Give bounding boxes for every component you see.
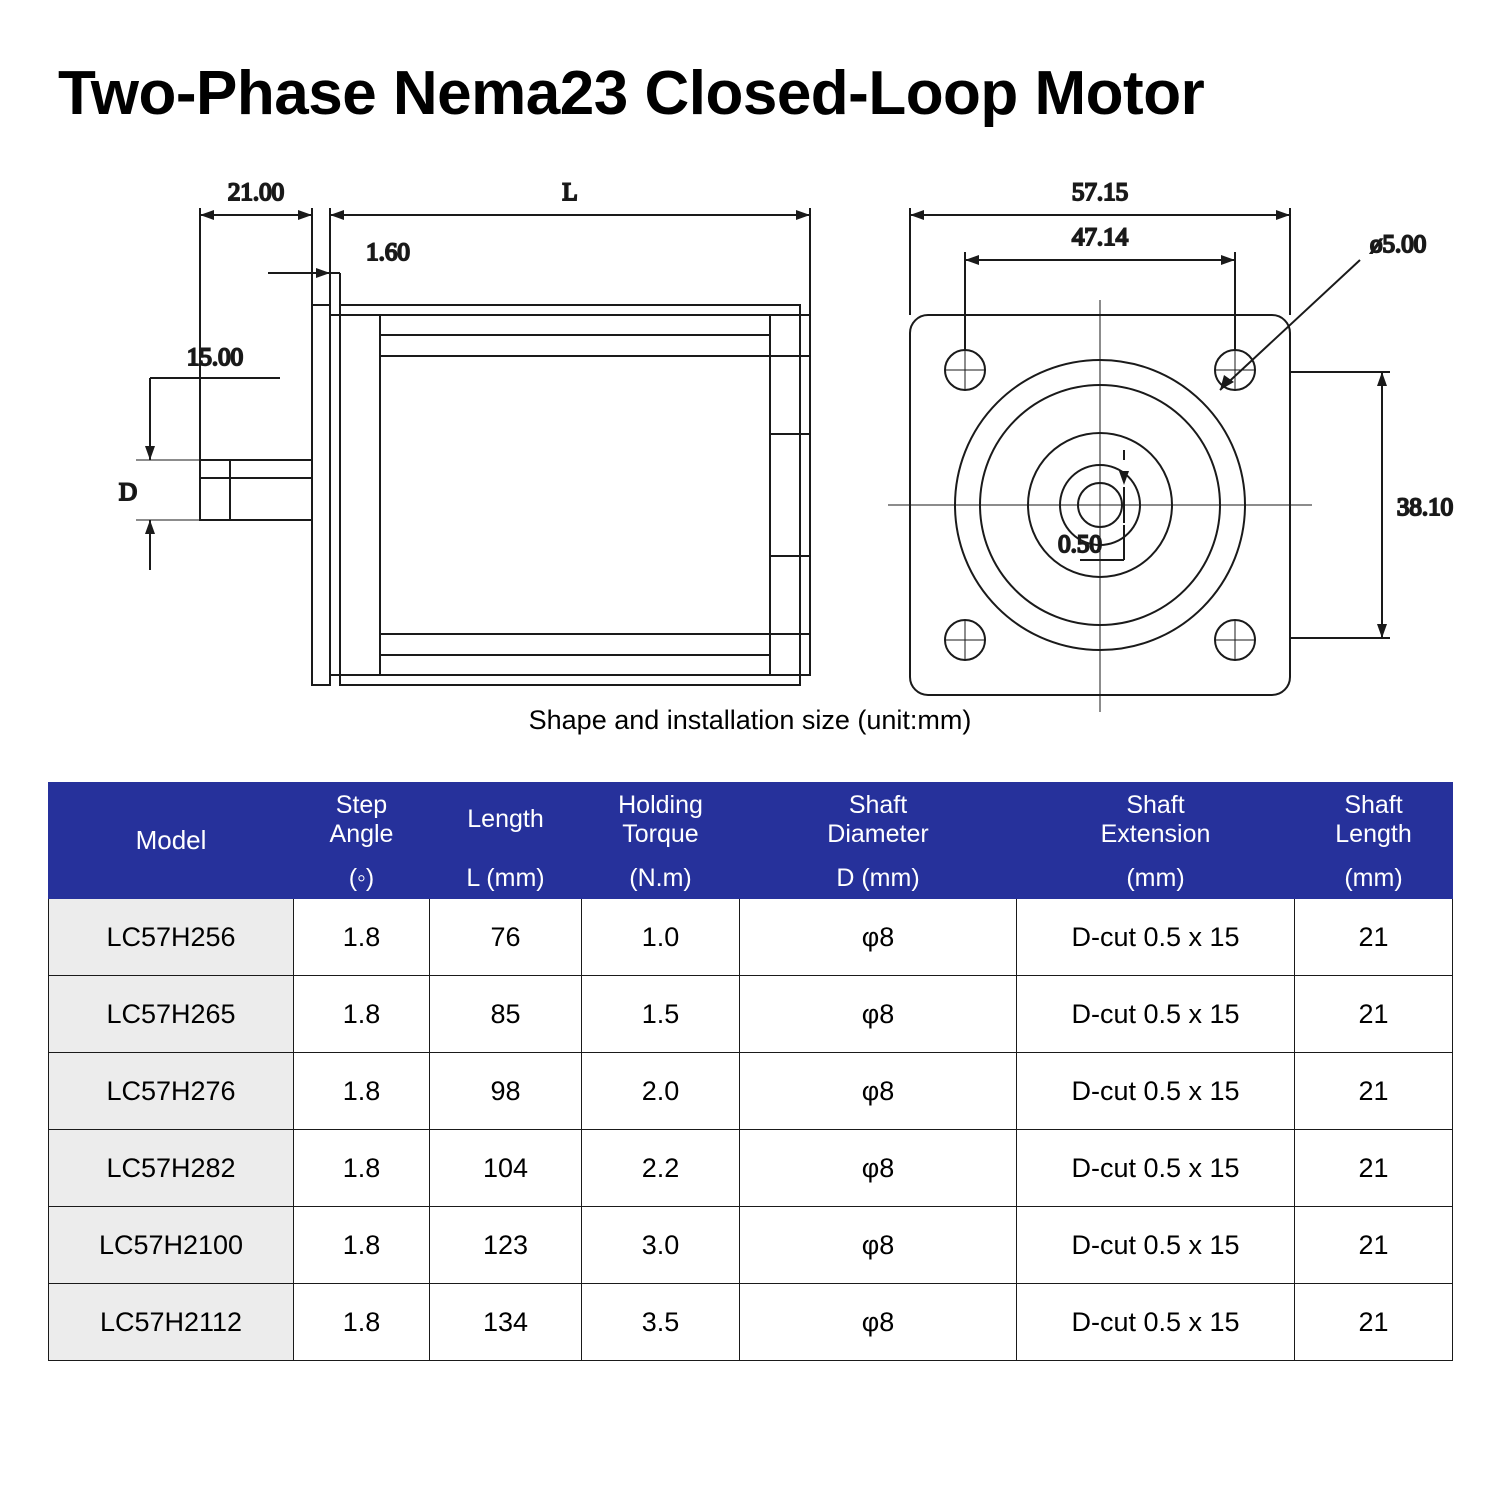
cell-length: 104 — [430, 1130, 582, 1207]
header-shaft-diameter-line1: Shaft — [848, 791, 908, 819]
cell-step-angle: 1.8 — [294, 1053, 430, 1130]
cell-extension: D-cut 0.5 x 15 — [1017, 1130, 1295, 1207]
dim-dcut-depth: 0.50 — [1058, 531, 1102, 558]
dim-shaft-extension: 21.00 — [227, 179, 285, 206]
cell-model: LC57H2100 — [49, 1207, 294, 1284]
cell-step-angle: 1.8 — [294, 1130, 430, 1207]
cell-shaft-length: 21 — [1295, 1284, 1453, 1361]
header-shaft-extension-line2: Extension — [1100, 819, 1211, 848]
table-row — [49, 899, 1453, 976]
cell-model: LC57H2112 — [49, 1284, 294, 1361]
cell-model: LC57H265 — [49, 976, 294, 1053]
header-step-angle-line1: Step — [335, 791, 388, 819]
cell-diameter: φ8 — [740, 1053, 1017, 1130]
cell-model: LC57H276 — [49, 1053, 294, 1130]
cell-torque: 1.5 — [582, 976, 740, 1053]
drawing-svg — [40, 160, 1470, 740]
table-row — [49, 1130, 1453, 1207]
header-shaft-extension — [1017, 783, 1295, 858]
unit-step-angle: (◦) — [294, 857, 430, 899]
cell-diameter: φ8 — [740, 1284, 1017, 1361]
unit-shaft-length: (mm) — [1295, 857, 1453, 899]
cell-length: 98 — [430, 1053, 582, 1130]
cell-step-angle: 1.8 — [294, 976, 430, 1053]
cell-length: 123 — [430, 1207, 582, 1284]
cell-torque: 2.0 — [582, 1053, 740, 1130]
table-row — [49, 976, 1453, 1053]
cell-diameter: φ8 — [740, 899, 1017, 976]
dim-dcut-length: 15.00 — [186, 344, 244, 371]
header-step-angle-line2: Angle — [329, 819, 394, 848]
header-shaft-length — [1295, 783, 1453, 858]
unit-holding-torque: (N.m) — [582, 857, 740, 899]
header-shaft-length-line1: Shaft — [1344, 791, 1403, 819]
header-step-angle — [294, 783, 430, 858]
drawing-caption: Shape and installation size (unit:mm) — [528, 705, 972, 735]
header-model: Model — [49, 783, 294, 899]
cell-shaft-length: 21 — [1295, 899, 1453, 976]
cell-step-angle: 1.8 — [294, 1207, 430, 1284]
cell-model: LC57H256 — [49, 899, 294, 976]
dim-flange-thickness: 1.60 — [366, 239, 410, 266]
cell-shaft-length: 21 — [1295, 976, 1453, 1053]
cell-diameter: φ8 — [740, 1130, 1017, 1207]
unit-length: L (mm) — [430, 857, 582, 899]
dim-pilot-height: 38.10 — [1396, 494, 1454, 521]
header-shaft-diameter-line2: Diameter — [827, 819, 929, 848]
cell-torque: 1.0 — [582, 899, 740, 976]
cell-shaft-length: 21 — [1295, 1130, 1453, 1207]
header-shaft-length-line2: Length — [1335, 819, 1412, 848]
dim-length-L: L — [562, 179, 578, 206]
table-row — [49, 1284, 1453, 1361]
header-holding-torque-line1: Holding — [618, 791, 703, 819]
cell-length: 85 — [430, 976, 582, 1053]
cell-extension: D-cut 0.5 x 15 — [1017, 899, 1295, 976]
header-holding-torque-line2: Torque — [622, 819, 699, 848]
table-row — [49, 1053, 1453, 1130]
header-holding-torque — [582, 783, 740, 858]
unit-shaft-diameter: D (mm) — [740, 857, 1017, 899]
cell-torque: 2.2 — [582, 1130, 740, 1207]
cell-shaft-length: 21 — [1295, 1207, 1453, 1284]
header-shaft-extension-line1: Shaft — [1126, 791, 1185, 819]
cell-extension: D-cut 0.5 x 15 — [1017, 1053, 1295, 1130]
cell-torque: 3.5 — [582, 1284, 740, 1361]
dim-hole-diameter: ø5.00 — [1370, 231, 1427, 258]
label-shaft-diameter: D — [118, 479, 138, 506]
table-row — [49, 1207, 1453, 1284]
cell-extension: D-cut 0.5 x 15 — [1017, 976, 1295, 1053]
cell-length: 134 — [430, 1284, 582, 1361]
table-header — [49, 783, 1453, 899]
cell-diameter: φ8 — [740, 976, 1017, 1053]
cell-step-angle: 1.8 — [294, 899, 430, 976]
cell-extension: D-cut 0.5 x 15 — [1017, 1207, 1295, 1284]
cell-length: 76 — [430, 899, 582, 976]
technical-drawing — [40, 160, 1470, 740]
unit-shaft-extension: (mm) — [1017, 857, 1295, 899]
dim-body-width: 57.15 — [1071, 179, 1129, 206]
cell-torque: 3.0 — [582, 1207, 740, 1284]
cell-diameter: φ8 — [740, 1207, 1017, 1284]
page-title: Two-Phase Nema23 Closed-Loop Motor — [58, 59, 1205, 128]
header-shaft-diameter — [740, 783, 1017, 858]
cell-step-angle: 1.8 — [294, 1284, 430, 1361]
cell-shaft-length: 21 — [1295, 1053, 1453, 1130]
cell-extension: D-cut 0.5 x 15 — [1017, 1284, 1295, 1361]
dim-hole-spacing: 47.14 — [1071, 224, 1129, 251]
cell-model: LC57H282 — [49, 1130, 294, 1207]
specification-table — [48, 782, 1453, 1361]
table-body — [49, 899, 1453, 1361]
header-length: Length — [430, 783, 582, 858]
